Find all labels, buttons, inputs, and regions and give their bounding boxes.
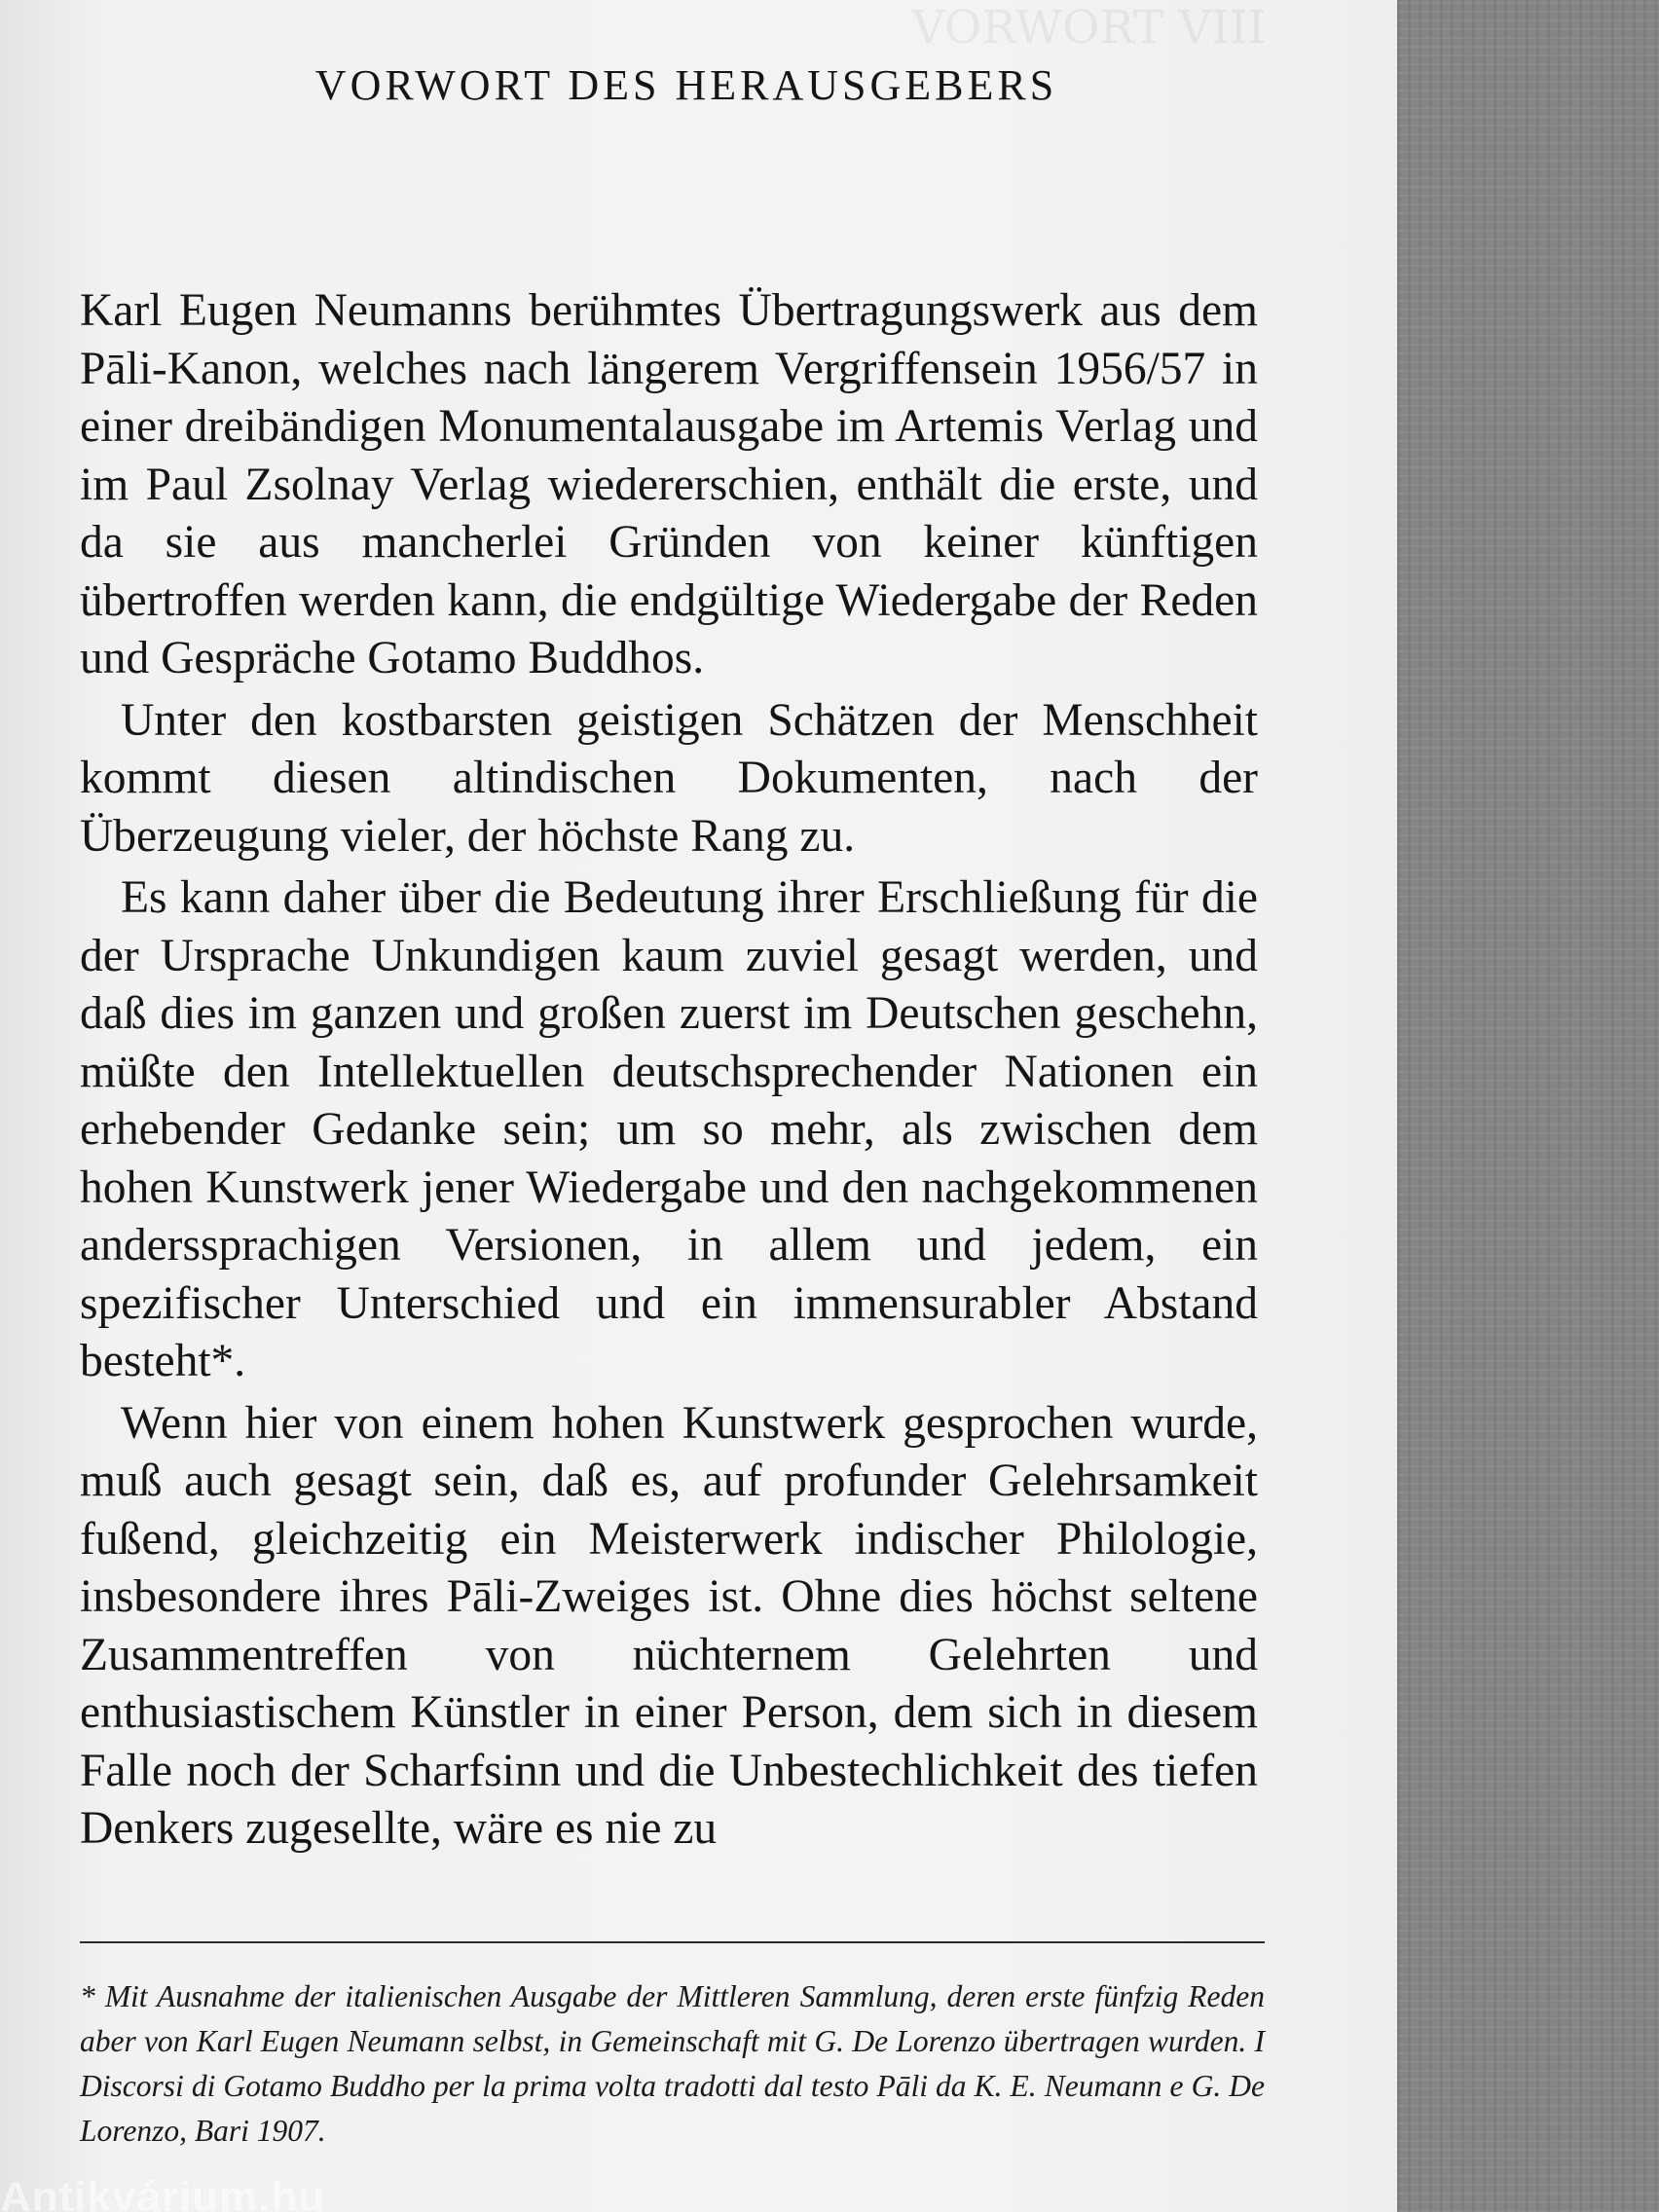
footnote-divider xyxy=(80,1941,1265,1943)
paragraph: Karl Eugen Neumanns berühmtes Übertragungswerk aus dem Pāli-Kanon, welches nach längerem Vergriffensein 1956/57 in einer dreibändigen Monumentalausgabe im Artemis Verlag und im Paul Zsolnay Verlag wiedererschien, enthält die erste, und da sie aus mancherlei Gründen von keiner künftigen übertroffen werden kann, die endgültige Wiedergabe der Reden und Gespräche Gotamo Buddhos. xyxy=(80,285,1258,683)
paragraph: Unter den kostbarsten geistigen Schätzen der Menschheit kommt diesen altindischen Dokumenten, nach der Überzeugung vieler, der höchste Rang zu. xyxy=(80,694,1258,862)
bleed-through-text: VORWORT VIII xyxy=(911,1,1266,55)
footnote: * Mit Ausnahme der italienischen Ausgabe der Mittleren Sammlung, deren erste fünfzig Reden aber von Karl Eugen Neumann selbst, in Gemeinschaft mit G. De Lorenzo übertragen wurden. I Discorsi di Gotamo Buddho per la prima volta tradotti dal testo Pāli da K. E. Neumann e G. De Lorenzo, Bari 1907. xyxy=(80,1979,1265,2148)
background-fabric xyxy=(1397,0,1659,2212)
main-text xyxy=(80,282,1258,1862)
running-header: VORWORT DES HERAUSGEBERS xyxy=(314,61,1058,109)
watermark: Antikvárium.hu xyxy=(0,2173,326,2212)
paragraph: Wenn hier von einem hohen Kunstwerk gesprochen wurde, muß auch gesagt sein, daß es, auf profunder Gelehrsamkeit fußend, gleichzeitig ein Meisterwerk indischer Philologie, insbesondere ihres Pāli-Zweiges ist. Ohne dies höchst seltene Zusammentreffen von nüchternem Gelehrten und enthusiastischem Künstler in einer Person, dem sich in diesem Falle noch der Scharfsinn und die Unbestechlichkeit des tiefen Denkers zugesellte, wäre es nie zu xyxy=(80,1397,1258,1854)
paragraph: Es kann daher über die Bedeutung ihrer Erschließung für die der Ursprache Unkundigen kaum zuviel gesagt werden, und daß dies im ganzen und großen zuerst im Deutschen geschehn, müßte den Intellektuellen deutschsprechender Nationen ein erhebender Gedanke sein; um so mehr, als zwischen dem hohen Kunstwerk jener Wiedergabe und den nachgekommenen anderssprachigen Versionen, in allem und jedem, ein spezifischer Unterschied und ein immensurabler Abstand besteht*. xyxy=(80,872,1258,1386)
